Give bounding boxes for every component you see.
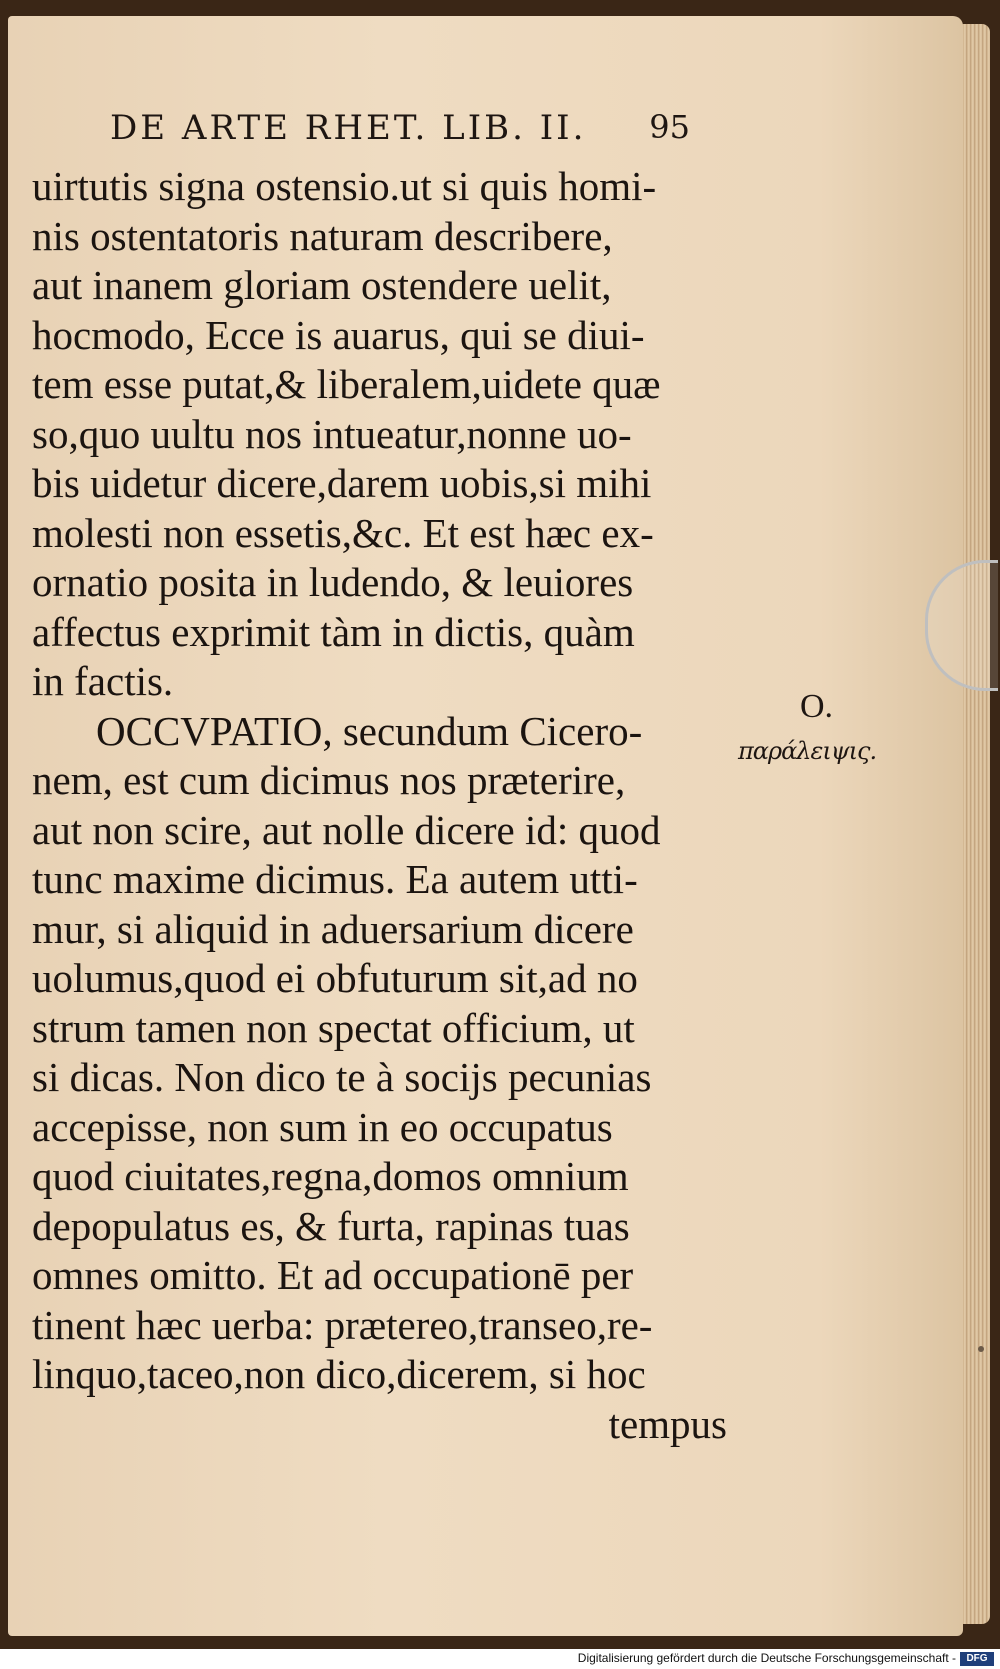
running-title: DE ARTE RHET. LIB. II. bbox=[110, 108, 587, 148]
text-line: in factis. bbox=[32, 658, 174, 704]
running-head bbox=[110, 108, 690, 158]
text-line: nem, est cum dicimus nos præterire, bbox=[32, 757, 626, 803]
main-text bbox=[32, 162, 732, 1449]
text-line: strum tamen non spectat officium, ut bbox=[32, 1004, 635, 1051]
marginal-greek-note: παράλειψις. bbox=[738, 737, 877, 765]
text-line: molesti non essetis,&c. Et est hæc ex- bbox=[32, 509, 654, 556]
footer-credit: Digitalisierung gefördert durch die Deutsche Forschungsgemeinschaft - bbox=[577, 1651, 956, 1665]
folio-number: 95 bbox=[649, 108, 690, 146]
text-line: mur, si aliquid in aduersarium dicere bbox=[32, 905, 634, 952]
text-line: uolumus,quod ei obfuturum sit,ad no bbox=[32, 955, 638, 1001]
text-line: uirtutis signa ostensio.ut si quis homi- bbox=[32, 163, 657, 209]
marginal-letter: O. bbox=[800, 688, 834, 725]
catchword: tempus bbox=[608, 1400, 727, 1447]
text-line: tem esse putat,& liberalem,uidete quæ bbox=[32, 361, 661, 407]
text-line: affectus exprimit tàm in dictis, quàm bbox=[32, 608, 635, 655]
dfg-logo-icon: DFG bbox=[960, 1652, 994, 1666]
text-line: so,quo uultu nos intueatur,nonne uo- bbox=[32, 410, 632, 457]
text-line: si dicas. Non dico te à socijs pecunias bbox=[32, 1054, 652, 1100]
text-line: nis ostentatoris naturam describere, bbox=[32, 212, 613, 259]
text-line: hocmodo, Ecce is auarus, qui se diui- bbox=[32, 311, 645, 358]
text-line: depopulatus es, & furta, rapinas tuas bbox=[32, 1202, 630, 1249]
text-line: bis uidetur dicere,darem uobis,si mihi bbox=[32, 460, 652, 506]
digitization-footer bbox=[0, 1649, 1000, 1669]
text-line: aut non scire, aut nolle dicere id: quod bbox=[32, 806, 661, 853]
text-line: omnes omitto. Et ad occupationē per bbox=[32, 1252, 634, 1298]
text-line: tinent hæc uerba: prætereo,transeo,re- bbox=[32, 1301, 653, 1348]
text-line: linquo,taceo,non dico,dicerem, si hoc bbox=[32, 1351, 646, 1397]
text-line: ornatio posita in ludendo, & leuiores bbox=[32, 559, 634, 605]
margin-dot bbox=[978, 1346, 984, 1352]
text-line: quod ciuitates,regna,domos omnium bbox=[32, 1153, 629, 1199]
text-line: aut inanem gloriam ostendere uelit, bbox=[32, 262, 612, 308]
text-line-paragraph-start: OCCVPATIO, secundum Cicero- bbox=[96, 707, 643, 754]
text-line: accepisse, non sum in eo occupatus bbox=[32, 1103, 613, 1150]
text-line: tunc maxime dicimus. Ea autem utti- bbox=[32, 856, 638, 902]
